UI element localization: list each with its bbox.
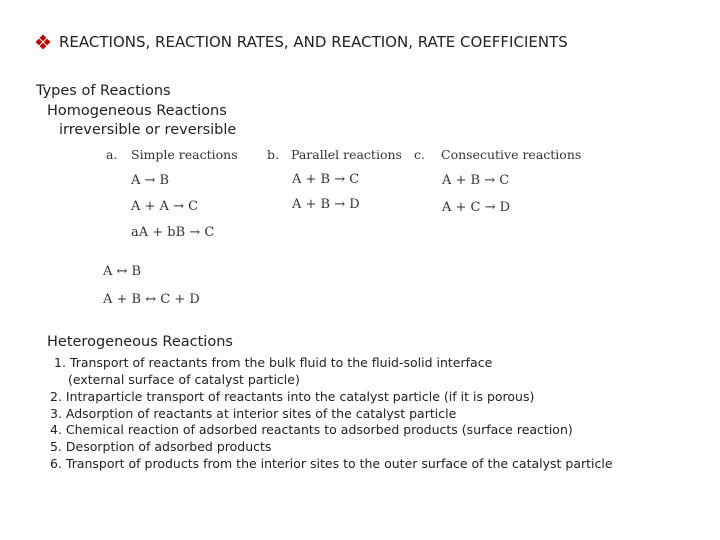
step-5: 5. Desorption of adsorbed products bbox=[50, 439, 272, 454]
consecutive-eq-2: A + C → D bbox=[442, 200, 511, 215]
step-2: 2. Intraparticle transport of reactants into the catalyst particle (if it is porous) bbox=[50, 389, 535, 404]
simple-eq-3: aA + bB → C bbox=[131, 225, 215, 240]
slide-title bbox=[36, 33, 568, 51]
consecutive-eq-1: A + B → C bbox=[442, 173, 510, 188]
homogeneous-heading: Homogeneous Reactions bbox=[47, 103, 227, 119]
parallel-eq-1: A + B → C bbox=[292, 172, 360, 187]
step-1: 1. Transport of reactants from the bulk fluid to the fluid-solid interface bbox=[54, 355, 493, 370]
parallel-reactions-title: Parallel reactions bbox=[291, 147, 402, 162]
parallel-eq-2: A + B → D bbox=[292, 197, 360, 212]
diamond-bullet-icon bbox=[36, 35, 50, 49]
slide-title-text: REACTIONS, REACTION RATES, AND REACTION, RATE COEFFICIENTS bbox=[59, 33, 568, 51]
types-heading: Types of Reactions bbox=[36, 83, 171, 99]
simple-eq-1: A → B bbox=[131, 173, 170, 188]
simple-reactions-title: Simple reactions bbox=[131, 147, 238, 162]
step-3: 3. Adsorption of reactants at interior sites of the catalyst particle bbox=[50, 406, 457, 421]
heterogeneous-heading: Heterogeneous Reactions bbox=[47, 334, 233, 350]
simple-label: a. bbox=[106, 147, 118, 162]
reversible-eq-1: A ↔ B bbox=[103, 264, 142, 279]
parallel-label: b. bbox=[267, 147, 279, 162]
consecutive-label: c. bbox=[414, 147, 425, 162]
step-4: 4. Chemical reaction of adsorbed reactants to adsorbed products (surface reaction) bbox=[50, 422, 573, 437]
consecutive-reactions-title: Consecutive reactions bbox=[441, 147, 582, 162]
homogeneous-subheading: irreversible or reversible bbox=[59, 122, 237, 138]
step-1-continued: (external surface of catalyst particle) bbox=[68, 372, 300, 387]
reversible-eq-2: A + B ↔ C + D bbox=[103, 292, 200, 307]
step-6: 6. Transport of products from the interior sites to the outer surface of the catalyst particle bbox=[50, 456, 613, 471]
simple-eq-2: A + A → C bbox=[131, 199, 199, 214]
